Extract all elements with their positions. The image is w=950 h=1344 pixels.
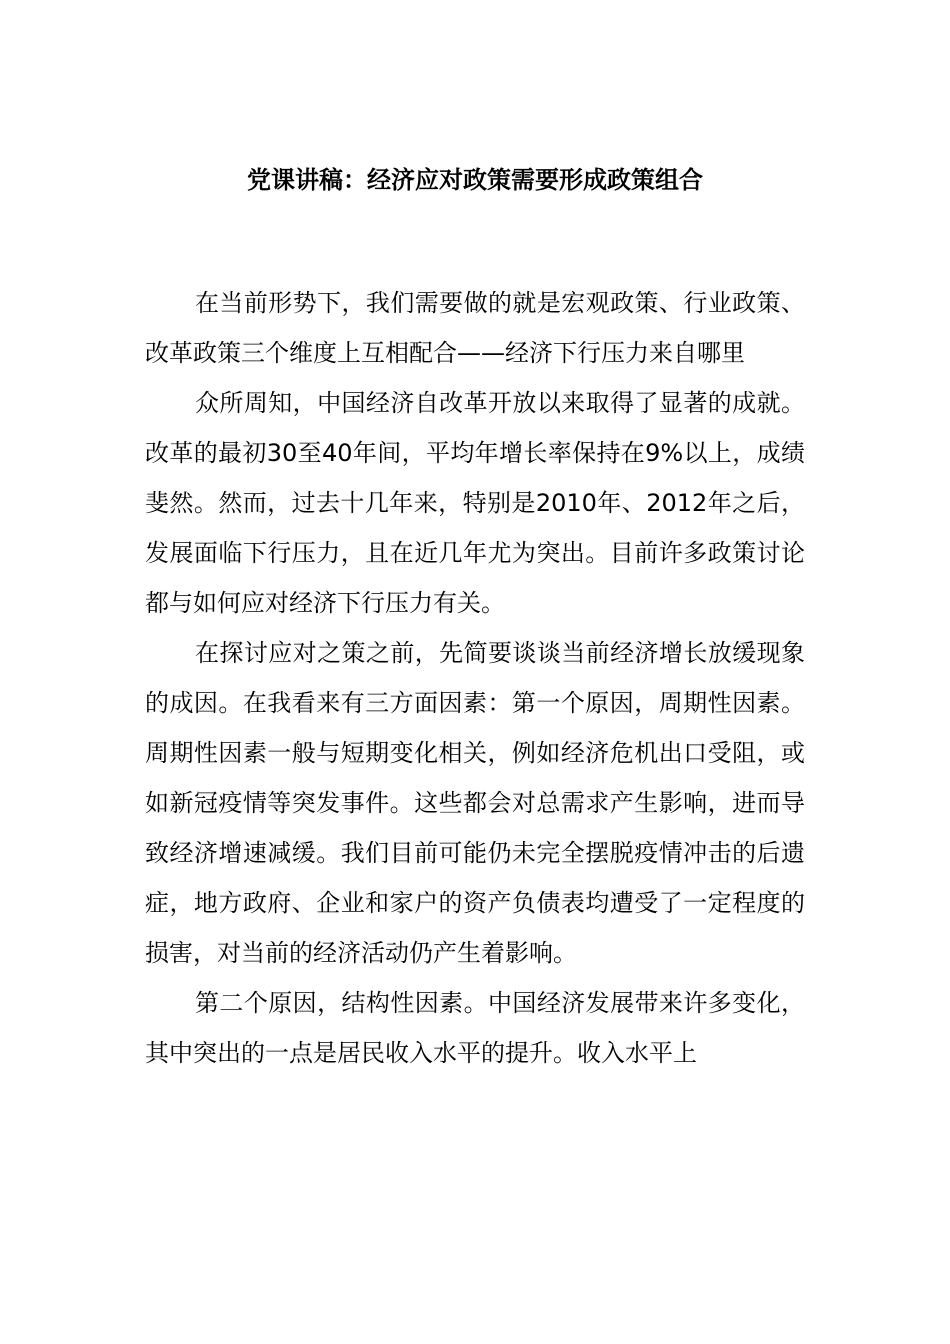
paragraph-4: 第二个原因，结构性因素。中国经济发展带来许多变化，其中突出的一点是居民收入水平的提升。收入水平上: [145, 989, 805, 1067]
paragraph-1: 在当前形势下，我们需要做的就是宏观政策、行业政策、改革政策三个维度上互相配合——经济下行压力来自哪里: [145, 289, 805, 367]
paragraph-2: 众所周知，中国经济自改革开放以来取得了显著的成就。改革的最初30至40年间，平均年增长率保持在9%以上，成绩斐然。然而，过去十几年来，特别是2010年、2012年之后，发展面临下行压力，且在近几年尤为突出。目前许多政策讨论都与如何应对经济下行压力有关。: [145, 389, 805, 617]
document-body: [145, 278, 805, 1078]
document-title: 党课讲稿：经济应对政策需要形成政策组合: [247, 166, 703, 194]
paragraph-3: 在探讨应对之策之前，先简要谈谈当前经济增长放缓现象的成因。在我看来有三方面因素：第一个原因，周期性因素。周期性因素一般与短期变化相关，例如经济危机出口受阻，或如新冠疫情等突发事件。这些都会对总需求产生影响，进而导致经济增速减缓。我们目前可能仍未完全摆脱疫情冲击的后遗症，地方政府、企业和家户的资产负债表均遭受了一定程度的损害，对当前的经济活动仍产生着影响。: [145, 639, 805, 967]
